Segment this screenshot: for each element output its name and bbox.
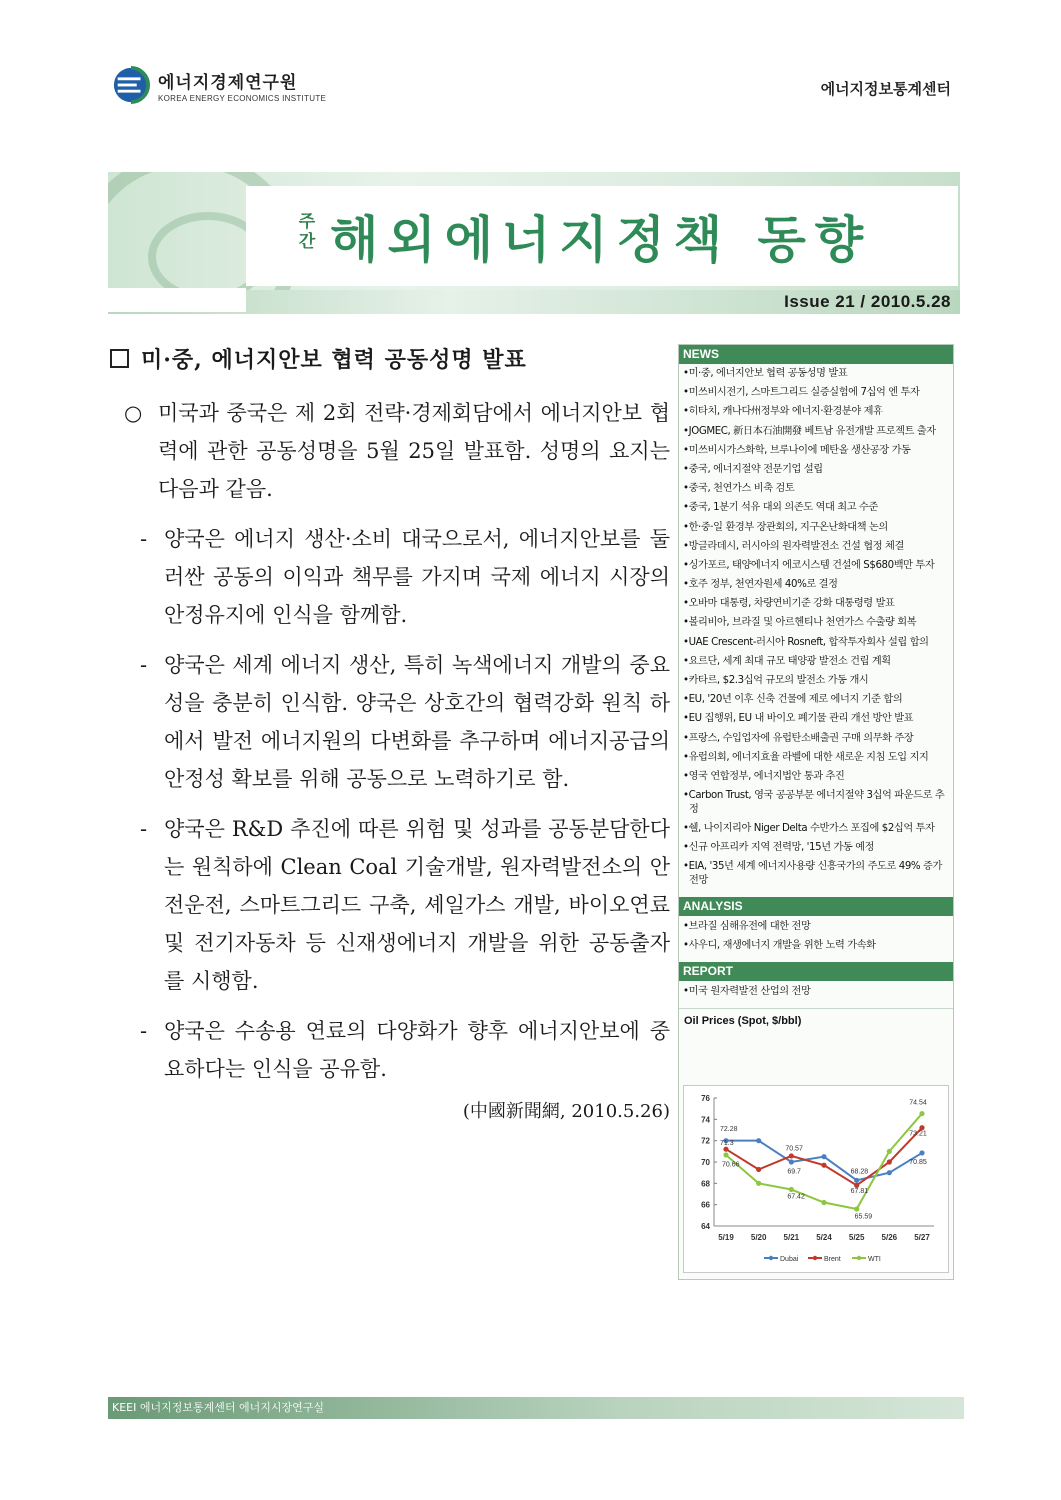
news-item[interactable]: •볼리비아, 브라질 및 아르헨티나 천연가스 수출량 회복 [683, 617, 917, 629]
news-item[interactable]: •중국, 천연가스 비축 검토 [683, 483, 795, 495]
y-tick-label: 66 [701, 1200, 710, 1210]
article-source: (中國新聞網, 2010.5.26) [462, 1101, 670, 1122]
org-name-ko: 에너지경제연구원 [158, 72, 298, 93]
dash-bullet: - [140, 1019, 148, 1043]
news-item[interactable]: •중국, 에너지절약 전문기업 설립 [683, 463, 823, 475]
news-item[interactable]: •미쓰비시전기, 스마트그리드 실증실험에 7십억 엔 투자 [683, 387, 920, 399]
y-tick-label: 76 [701, 1094, 710, 1103]
dash-bullet: - [140, 817, 148, 841]
x-tick-label: 5/19 [718, 1233, 734, 1242]
news-item[interactable]: •호주 정부, 천연자원세 40%로 결정 [683, 579, 838, 591]
article-lead [110, 394, 670, 508]
data-point-dubai [854, 1178, 859, 1183]
sidebar-index [678, 344, 954, 1280]
data-point-dubai [789, 1159, 794, 1164]
data-point-brent [821, 1163, 826, 1168]
data-label: 68.28 [850, 1168, 869, 1176]
data-point-dubai [919, 1150, 924, 1155]
news-item[interactable]: •히타치, 캐나다州정부와 에너지·환경분야 제휴 [683, 406, 883, 418]
y-tick-label: 70 [701, 1158, 710, 1167]
news-item[interactable]: •요르단, 세계 최대 규모 태양광 발전소 건립 계획 [683, 655, 891, 667]
x-tick-label: 5/20 [750, 1233, 767, 1242]
data-point-dubai [821, 1154, 826, 1159]
analysis-item[interactable]: •사우디, 재생에너지 개발을 위한 노력 가속화 [683, 940, 876, 952]
y-tick-label: 74 [701, 1115, 710, 1125]
news-item[interactable]: •EIA, '35년 세계 에너지사용량 신흥국가의 주도로 49% 증가 전망 [683, 861, 942, 886]
news-header: NEWS [679, 345, 953, 364]
issue-number: Issue 21 / 2010.5.28 [784, 292, 951, 311]
x-tick-label: 5/25 [848, 1233, 865, 1242]
news-item[interactable]: •프랑스, 수입업자에 유럽탄소배출권 구매 의무화 주장 [683, 732, 914, 744]
x-tick-label: 5/26 [881, 1233, 898, 1242]
x-tick-label: 5/21 [783, 1233, 800, 1242]
data-point-brent [887, 1159, 892, 1164]
y-tick-label: 72 [701, 1136, 710, 1146]
report-header: REPORT [679, 962, 953, 981]
data-point-wti [919, 1111, 924, 1116]
data-point-wti [887, 1149, 892, 1154]
circle-bullet-icon: ○ [124, 401, 143, 425]
globe-logo-icon [112, 66, 150, 104]
legend-label: WTI [868, 1256, 881, 1263]
weekly-label: 주간 [298, 212, 316, 252]
legend-marker [857, 1256, 861, 1260]
data-point-dubai [887, 1170, 892, 1175]
data-point-wti [789, 1187, 794, 1192]
news-item[interactable]: •EU, '20년 이후 신축 건물에 제로 에너지 기준 합의 [683, 694, 903, 706]
x-tick-label: 5/27 [914, 1233, 930, 1242]
legend-label: Dubai [780, 1256, 799, 1263]
news-item[interactable]: •유럽의회, 에너지효율 라벨에 대한 새로운 지침 도입 지지 [683, 751, 929, 763]
point-text: 양국은 수송용 연료의 다양화가 향후 에너지안보에 중요하다는 인식을 공유함. [164, 1019, 670, 1081]
data-point-brent [789, 1153, 794, 1158]
checkbox-square-icon [110, 349, 129, 368]
data-label: 65.59 [854, 1213, 873, 1221]
report-item[interactable]: •미국 원자력발전 산업의 전망 [683, 986, 811, 998]
data-label: 73.21 [909, 1130, 927, 1138]
banner-corner [108, 288, 246, 312]
point-text: 양국은 R&D 추진에 따른 위험 및 성과를 공동분담한다는 원칙하에 Clean Coal 기술개발, 원자력발전소의 안전운전, 스마트그리드 구축, 셰일가스 개발, 바이오연료 및 전기자동차 등 신재생에너지 개발을 위한 공동출자를 시행함. [164, 817, 670, 993]
news-item[interactable]: •쉘, 나이지리아 Niger Delta 수반가스 포집에 $2십억 투자 [683, 822, 935, 834]
news-item[interactable]: •카타르, $2.3십억 규모의 발전소 가동 개시 [683, 675, 869, 686]
y-tick-label: 68 [701, 1179, 710, 1189]
data-point-wti [756, 1181, 761, 1186]
news-item[interactable]: •신규 아프리카 지역 전력망, '15년 가동 예정 [683, 842, 875, 853]
legend-marker [769, 1256, 773, 1260]
data-label: 72.28 [720, 1126, 738, 1134]
data-point-brent [756, 1167, 761, 1172]
data-label: 71.3 [720, 1139, 734, 1147]
news-item[interactable]: •미·중, 에너지안보 협력 공동성명 발표 [683, 368, 848, 379]
legend-marker [813, 1256, 817, 1260]
article-point [110, 1012, 670, 1088]
org-name-en: KOREA ENERGY ECONOMICS INSTITUTE [158, 93, 327, 103]
news-item[interactable]: •JOGMEC, 新日本石油開發 베트남 유전개발 프로젝트 출자 [683, 425, 936, 437]
news-item[interactable]: •오바마 대통령, 차량연비기준 강화 대통령령 발표 [683, 598, 895, 610]
news-item[interactable]: •EU 집행위, EU 내 바이오 폐기물 관리 개선 방안 발표 [683, 713, 914, 725]
report-list [679, 981, 953, 1008]
news-item[interactable]: •방글라데시, 러시아의 원자력발전소 건설 협정 체결 [683, 540, 904, 552]
article-point [110, 520, 670, 634]
data-label: 67.81 [850, 1187, 869, 1195]
article-point [110, 810, 670, 1000]
data-label: 67.42 [787, 1193, 805, 1201]
news-item[interactable]: •UAE Crescent-러시아 Rosneft, 합작투자회사 설립 합의 [683, 636, 929, 648]
news-item[interactable]: •싱가포르, 태양에너지 에코시스템 건설에 S$680백만 투자 [683, 559, 935, 571]
data-label: 70.85 [909, 1159, 927, 1167]
oil-chart-title: Oil Prices (Spot, $/bbl) [679, 1008, 953, 1029]
y-tick-label: 64 [701, 1222, 710, 1231]
data-label: 70.57 [785, 1145, 803, 1153]
data-point-brent [723, 1147, 728, 1152]
news-item[interactable]: •중국, 1분기 석유 대외 의존도 역대 최고 수준 [683, 502, 878, 514]
center-name: 에너지정보통계센터 [820, 80, 951, 98]
analysis-item[interactable]: •브라질 심해유전에 대한 전망 [683, 920, 811, 932]
page-title: 해외에너지정책 동향 [330, 211, 873, 269]
news-item[interactable]: •한·중·일 환경부 장관회의, 지구온난화대책 논의 [683, 521, 888, 533]
institute-logo [112, 66, 326, 104]
page-footer: KEEI 에너지정보통계센터 에너지시장연구실 [108, 1397, 964, 1419]
point-text: 양국은 에너지 생산·소비 대국으로서, 에너지안보를 둘러싼 공동의 이익과 책무를 가지며 국제 에너지 시장의 안정유지에 인식을 함께함. [164, 527, 670, 627]
analysis-header: ANALYSIS [679, 897, 953, 916]
point-text: 양국은 세계 에너지 생산, 특히 녹색에너지 개발의 중요성을 충분히 인식함. 양국은 상호간의 협력강화 원칙 하에서 발전 에너지원의 다변화를 추구하며 에너지공급의 안정성 확보를 위해 공동으로 노력하기로 함. [164, 653, 670, 791]
legend-label: Brent [824, 1256, 841, 1263]
dash-bullet: - [140, 527, 148, 551]
data-label: 69.7 [787, 1168, 801, 1176]
lead-text: 미국과 중국은 제 2회 전략·경제회담에서 에너지안보 협력에 관한 공동성명을 5월 25일 발표함. 성명의 요지는 다음과 같음. [158, 401, 670, 501]
article [110, 340, 670, 1128]
data-label: 74.54 [909, 1099, 927, 1107]
x-tick-label: 5/24 [816, 1233, 832, 1242]
oil-price-chart [683, 1085, 949, 1273]
news-list [679, 364, 953, 897]
data-point-wti [854, 1206, 859, 1211]
analysis-list [679, 916, 953, 962]
oil-chart-svg [684, 1086, 948, 1272]
data-label: 70.66 [722, 1161, 740, 1169]
article-heading [110, 340, 670, 376]
data-point-wti [723, 1152, 728, 1157]
dash-bullet: - [140, 653, 148, 677]
data-point-dubai [756, 1138, 761, 1143]
news-item[interactable]: •Carbon Trust, 영국 공공부문 에너지절약 3십억 파운드로 추정 [683, 790, 945, 815]
article-title: 미·중, 에너지안보 협력 공동성명 발표 [141, 346, 527, 373]
series-line-wti [726, 1114, 922, 1209]
news-item[interactable]: •영국 연합정부, 에너지법안 통과 추진 [683, 770, 845, 782]
news-item[interactable]: •미쓰비시가스화학, 브루나이에 메탄올 생산공장 가동 [683, 444, 911, 456]
data-point-wti [821, 1200, 826, 1205]
article-point [110, 646, 670, 798]
